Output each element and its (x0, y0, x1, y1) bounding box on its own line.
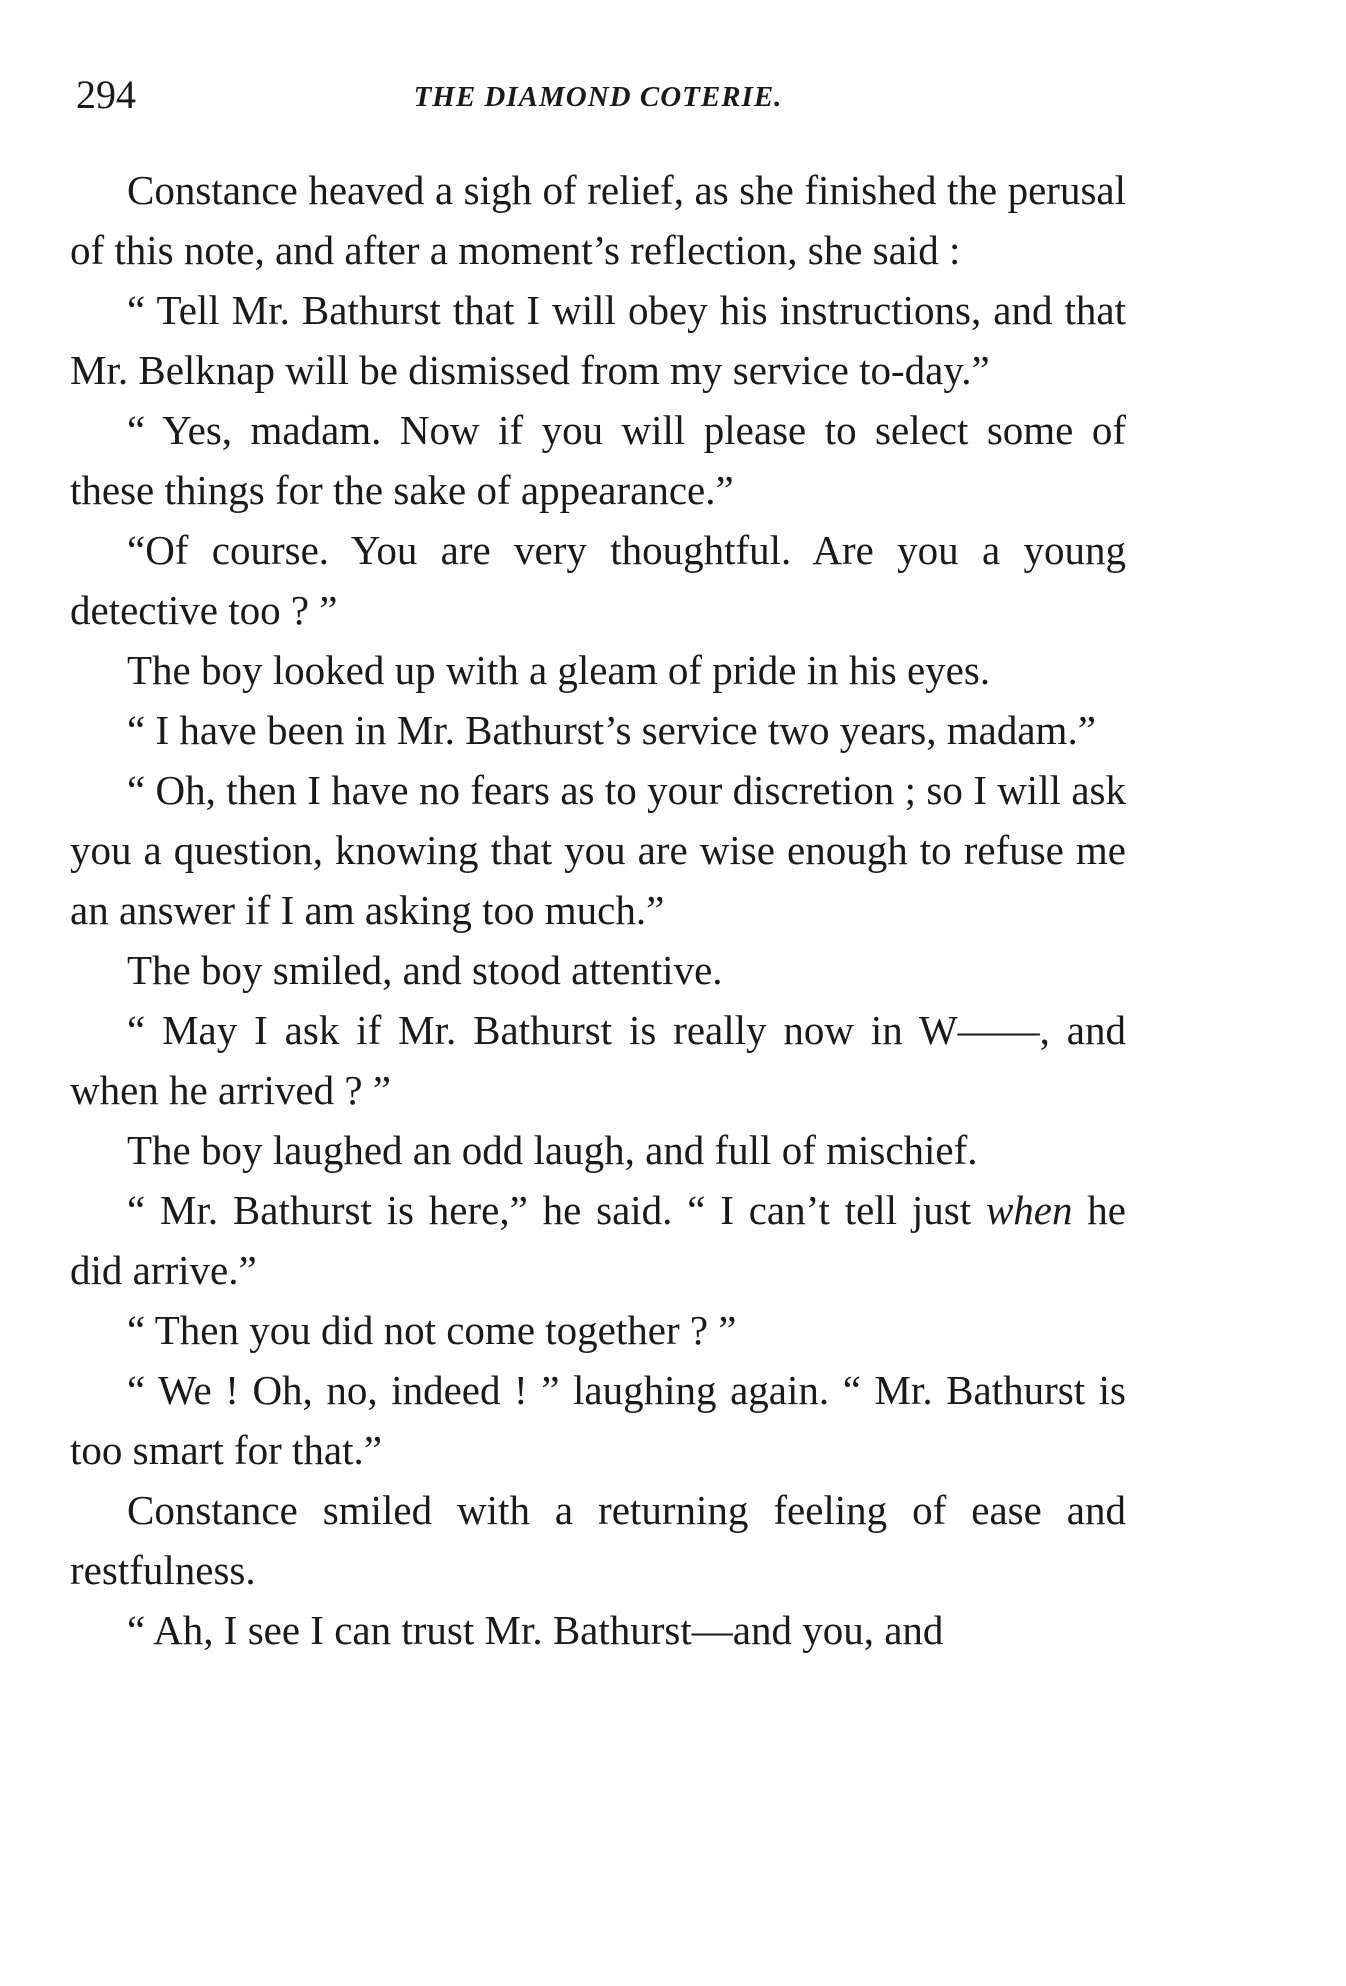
paragraph: “ Mr. Bathurst is here,” he said. “ I can’t tell just when he did arrive.” (70, 1187, 1126, 1293)
paragraph: “ Oh, then I have no fears as to your discretion ; so I will ask you a question, knowing that you are wise enough to refuse me an answer if I am asking too much.” (70, 767, 1126, 933)
paragraph: “ Tell Mr. Bathurst that I will obey his instructions, and that Mr. Belknap will be dismissed from my service to-day.” (70, 287, 1126, 393)
paragraph: “ Then you did not come together ? ” (127, 1307, 737, 1353)
running-title: THE DIAMOND COTERIE. (413, 81, 783, 113)
paragraph: Constance smiled with a returning feeling of ease and restfulness. (70, 1487, 1126, 1593)
paragraph: “ Ah, I see I can trust Mr. Bathurst—and you, and (127, 1607, 944, 1653)
page-number: 294 (76, 72, 136, 117)
paragraph: “Of course. You are very thoughtful. Are you a young detective too ? ” (70, 527, 1126, 633)
paragraph: “ We ! Oh, no, indeed ! ” laughing again. “ Mr. Bathurst is too smart for that.” (70, 1367, 1126, 1473)
paragraph: The boy smiled, and stood attentive. (127, 947, 723, 993)
paragraph: Constance heaved a sigh of relief, as she finished the perusal of this note, and after a moment’s reflection, she said : (70, 167, 1126, 273)
italic-emphasis: when (985, 1187, 1073, 1233)
paragraph: “ Yes, madam. Now if you will please to select some of these things for the sake of appearance.” (70, 407, 1126, 513)
paragraph: “ May I ask if Mr. Bathurst is really now in W——, and when he arrived ? ” (70, 1007, 1126, 1113)
paragraph: The boy looked up with a gleam of pride in his eyes. (127, 647, 991, 693)
paragraph: The boy laughed an odd laugh, and full of mischief. (127, 1127, 978, 1173)
body-text (70, 160, 1126, 1660)
running-head (70, 70, 1126, 120)
paragraph: “ I have been in Mr. Bathurst’s service two years, madam.” (127, 707, 1096, 753)
